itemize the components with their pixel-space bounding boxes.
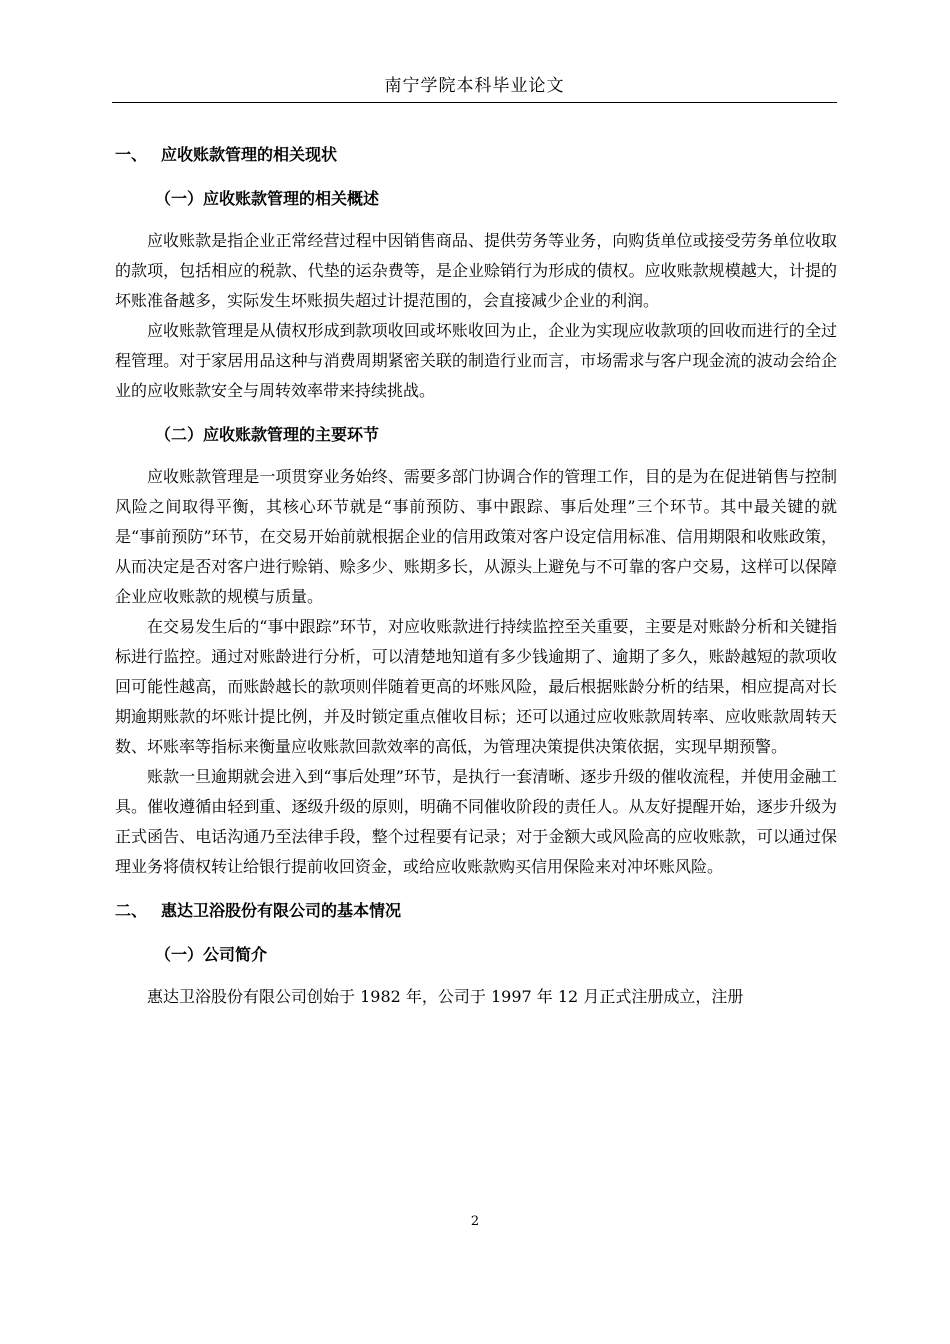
header-rule — [112, 102, 837, 103]
paragraph: 在交易发生后的“事中跟踪”环节，对应收账款进行持续监控至关重要，主要是对账龄分析和关键指标进行监控。通过对账龄进行分析，可以清楚地知道有多少钱逾期了、逾期了多久，账龄越短的款项收回可能性越高，而账龄越长的款项则伴随着更高的坏账风险，最后根据账龄分析的结果，相应提高对长期逾期账款的坏账计提比例，并及时锁定重点催收目标；还可以通过应收账款周转率、应收账款周转天数、坏账率等指标来衡量应收账款回款效率的高低，为管理决策提供决策依据，实现早期预警。 — [115, 617, 837, 756]
subsection-heading-1-1: （一）应收账款管理的相关概述 — [155, 189, 380, 208]
paragraph: 账款一旦逾期就会进入到“事后处理”环节，是执行一套清晰、逐步升级的催收流程，并使用金融工具。催收遵循由轻到重、逐级升级的原则，明确不同催收阶段的责任人。从友好提醒开始，逐步升级为正式函告、电话沟通乃至法律手段，整个过程要有记录；对于金额大或风险高的应收账款，可以通过保理业务将债权转让给银行提前收回资金，或给应收账款购买信用保险来对冲坏账风险。 — [115, 767, 837, 876]
section-title: 应收账款管理的相关现状 — [161, 145, 338, 164]
running-header: 南宁学院本科毕业论文 — [384, 76, 565, 96]
paragraph: 应收账款管理是从债权形成到款项收回或坏账收回为止，企业为实现应收款项的回收而进行的全过程管理。对于家居用品这种与消费周期紧密关联的制造行业而言，市场需求与客户现金流的波动会给企业的应收账款安全与周转效率带来持续挑战。 — [115, 321, 837, 400]
paragraph: 应收账款是指企业正常经营过程中因销售商品、提供劳务等业务，向购货单位或接受劳务单位收取的款项，包括相应的税款、代垫的运杂费等，是企业赊销行为形成的债权。应收账款规模越大，计提的坏账准备越多，实际发生坏账损失超过计提范围的，会直接减少企业的利润。 — [115, 231, 837, 310]
section-title: 惠达卫浴股份有限公司的基本情况 — [161, 901, 402, 920]
subsection-heading-2-1: （一）公司简介 — [155, 945, 268, 964]
page-number: 2 — [470, 1214, 480, 1229]
subsection-heading-1-2: （二）应收账款管理的主要环节 — [155, 425, 380, 444]
section-heading-2 — [115, 896, 837, 926]
section-number: 一、 — [115, 145, 148, 164]
section-heading-1 — [115, 140, 837, 170]
section-number: 二、 — [115, 901, 148, 920]
paragraph: 惠达卫浴股份有限公司创始于 1982 年，公司于 1997 年 12 月正式注册成立，注册 — [147, 987, 744, 1006]
paragraph: 应收账款管理是一项贯穿业务始终、需要多部门协调合作的管理工作，目的是为在促进销售与控制风险之间取得平衡，其核心环节就是“事前预防、事中跟踪、事后处理”三个环节。其中最关键的就是“事前预防”环节，在交易开始前就根据企业的信用政策对客户设定信用标准、信用期限和收账政策，从而决定是否对客户进行赊销、赊多少、账期多长，从源头上避免与不可靠的客户交易，这样可以保障企业应收账款的规模与质量。 — [115, 467, 837, 606]
page-body — [115, 140, 837, 1012]
